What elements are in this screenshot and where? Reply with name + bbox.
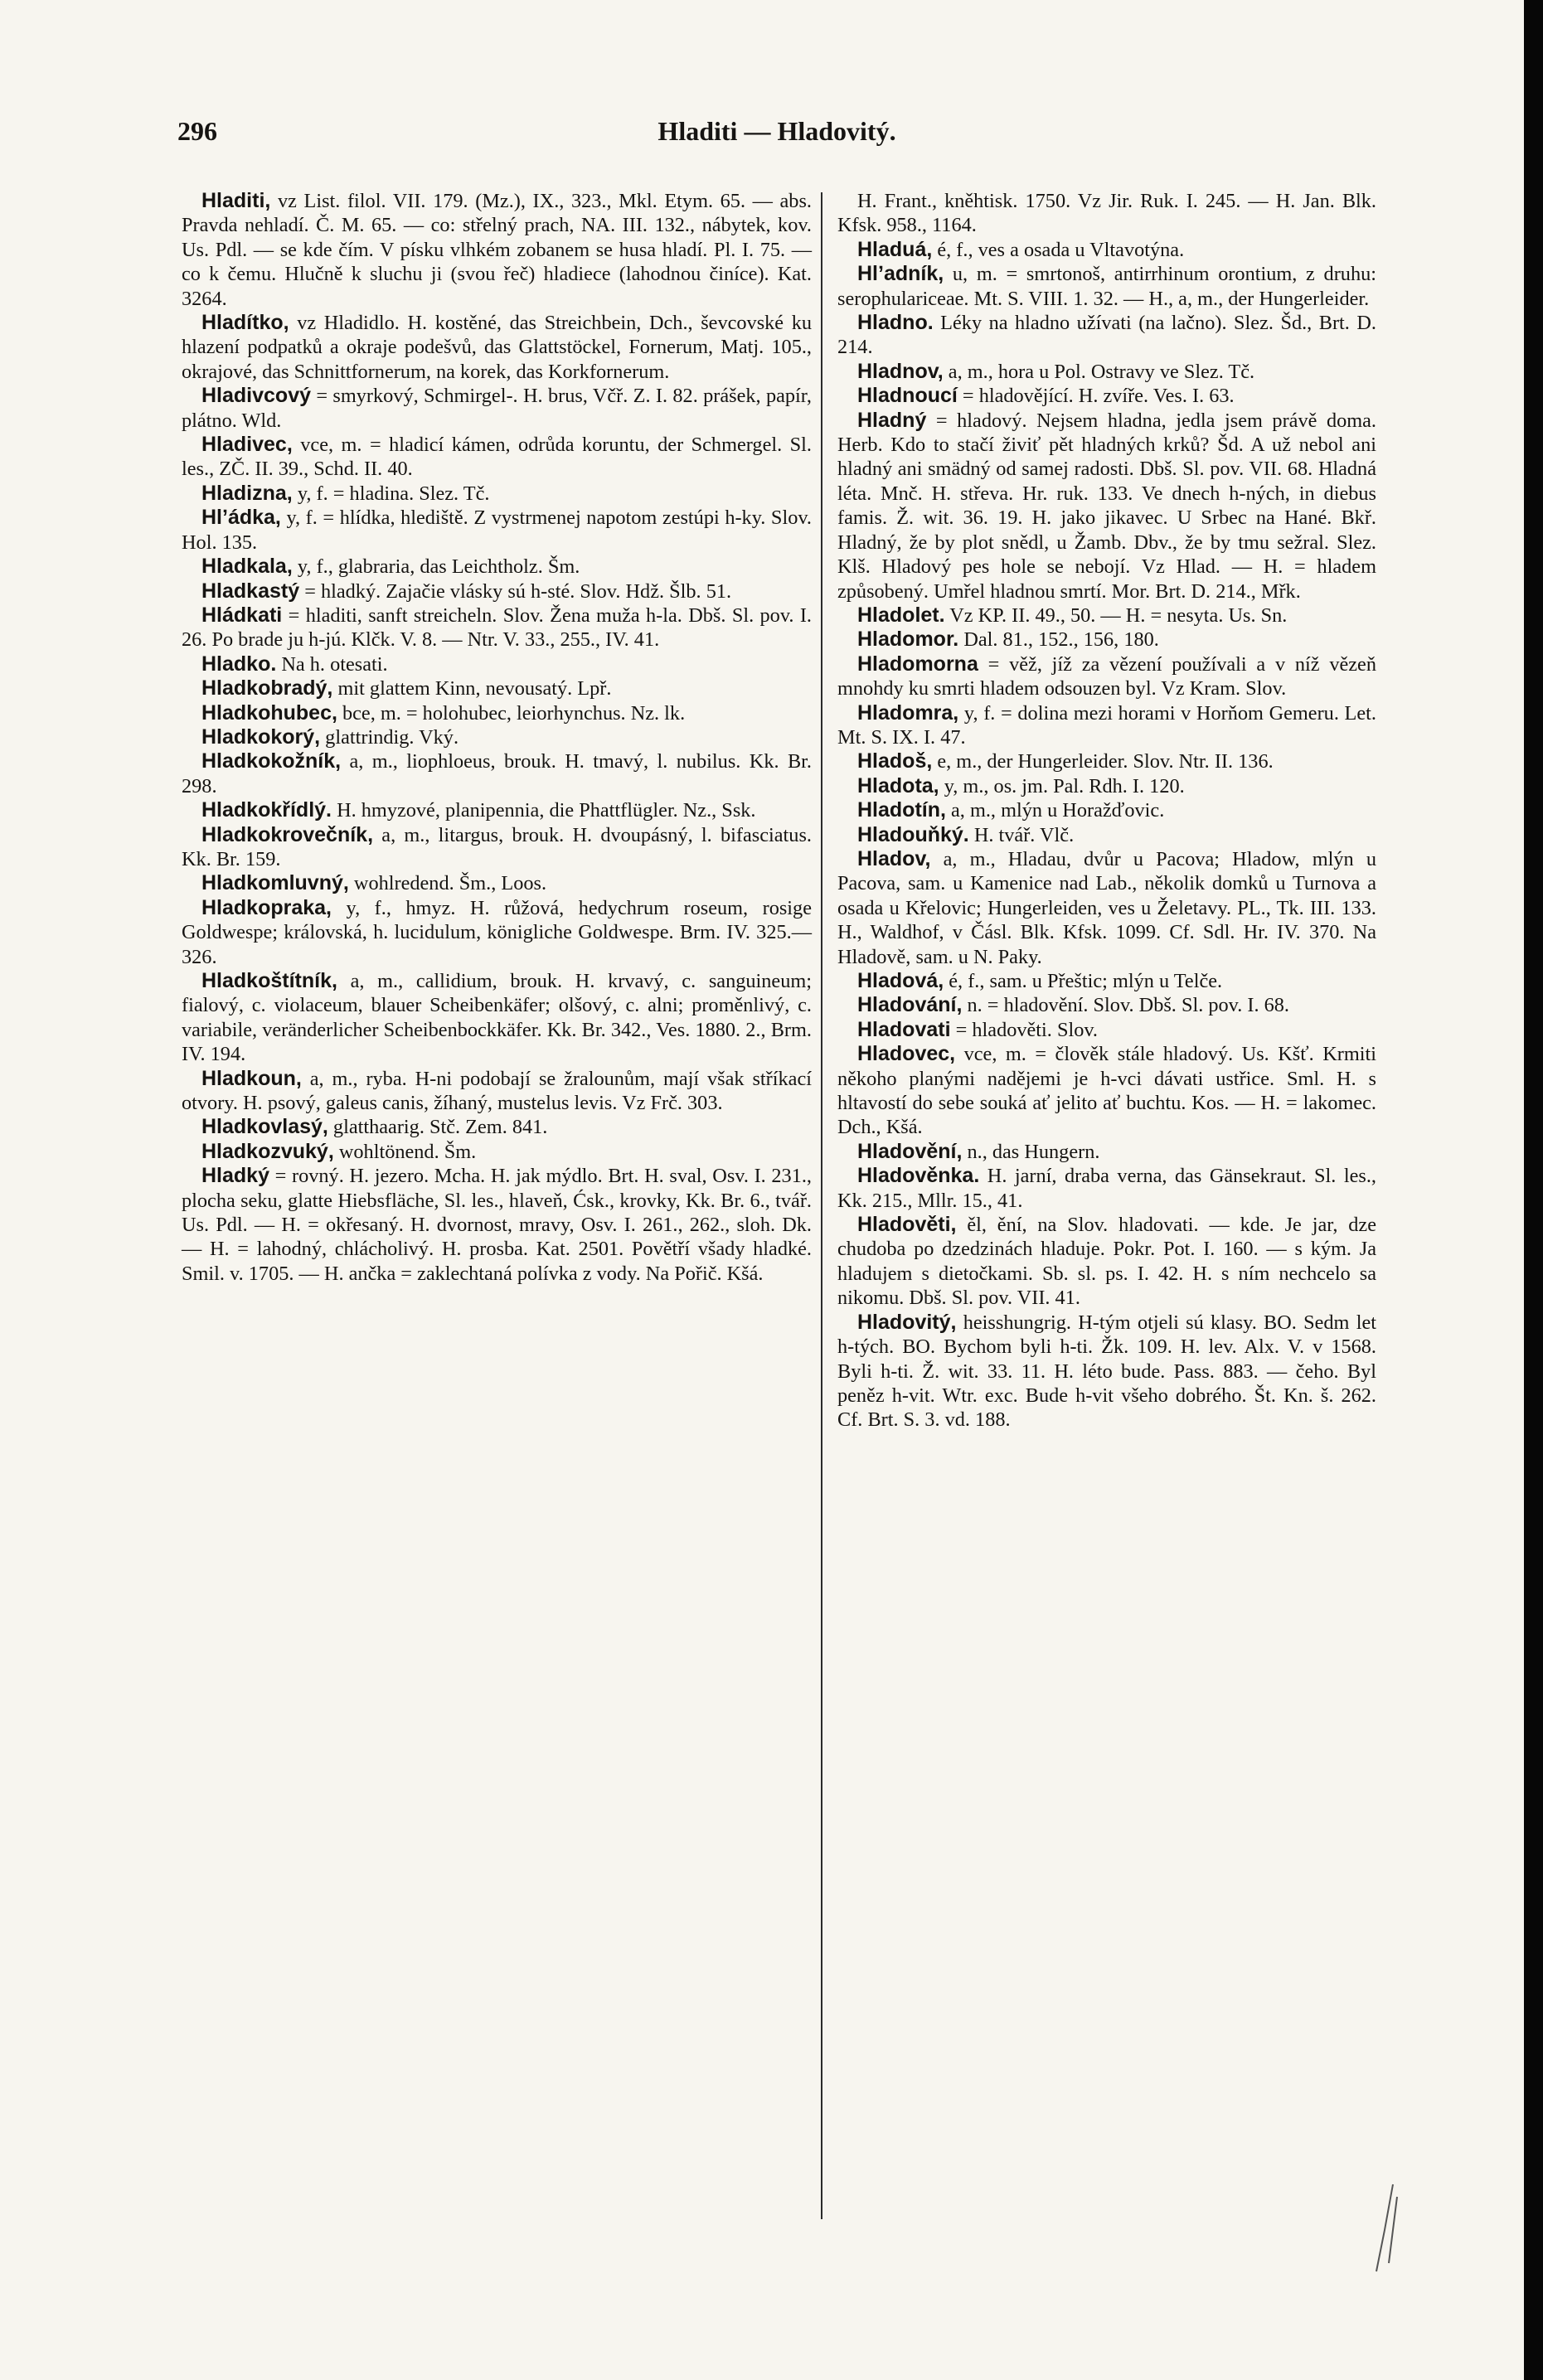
dictionary-entry (837, 1213, 1376, 1311)
dictionary-entry (837, 652, 1376, 701)
entry-headword: Hládkati (201, 603, 283, 627)
dictionary-entry (837, 1311, 1376, 1432)
dictionary-entry (182, 725, 812, 749)
entry-text: mit glattem Kinn, nevousatý. Lpř. (332, 677, 612, 700)
dictionary-entry (837, 993, 1376, 1017)
entry-text: y, m., os. jm. Pal. Rdh. I. 120. (939, 774, 1185, 797)
entry-headword: Hladkomluvný, (201, 871, 349, 895)
entry-text: Vz KP. II. 49., 50. — H. = nesyta. Us. Sn. (944, 603, 1288, 627)
dictionary-entry (182, 676, 812, 700)
entry-headword: Hladomor. (857, 628, 959, 652)
dictionary-entry (837, 360, 1376, 384)
entry-text: = smyrkový, Schmirgel-. H. brus, Včř. Z. I. 82. prášek, papír, plátno. Wld. (182, 385, 812, 432)
entry-text: vz Hladidlo. H. kostěné, das Streichbein, Dch., ševcovské ku hlazení podpatků a okraje podešvů, das Glattstöckel, Fornerum, Matj. 105., okrajové, das Schnittfornerum, na korek, das Korkfornerum. (182, 312, 812, 383)
entry-text: H. jarní, draba verna, das Gänsekraut. Sl. les., Kk. 215., Mllr. 15., 41. (837, 1165, 1376, 1212)
dictionary-entry (182, 603, 812, 652)
entry-text: vce, m. = člověk stále hladový. Us. Kšť. Krmiti někoho planými nadějemi je h-vci dávati ustřice. Sml. H. s hltavostí do sebe souká ať jelito ať buchtu. Kos. — H. = lakomec. Dch., Kšá. (837, 1043, 1376, 1139)
running-head: Hladiti — Hladovitý. (657, 116, 896, 146)
entry-headword: Hladovění, (857, 1139, 963, 1163)
dictionary-entry (837, 774, 1376, 798)
entry-text: a, m., hora u Pol. Ostravy ve Slez. Tč. (943, 360, 1255, 383)
dictionary-entry (837, 823, 1376, 847)
page-header (177, 116, 1376, 158)
entry-text: a, m., ryba. H-ni podobají se žralounům, mají však stříkací otvory. H. psový, galeus canis, žíhaný, mustelus levis. Vz Frč. 303. (182, 1067, 812, 1115)
dictionary-entry (837, 1018, 1376, 1042)
entry-headword: Hladnoucí (857, 384, 958, 408)
entry-headword: Hladkokrovečník, (201, 822, 374, 846)
entry-text: vce, m. = hladicí kámen, odrůda koruntu, der Schmergel. Sl. les., ZČ. II. 39., Schd. II. 40. (182, 434, 812, 481)
dictionary-entry (837, 798, 1376, 822)
entry-headword: Hladověti, (857, 1213, 957, 1237)
entry-headword: Hladová, (857, 969, 944, 992)
dictionary-entry (182, 749, 812, 798)
dictionary-entry (182, 823, 812, 872)
entry-text: ěl, ění, na Slov. hladovati. — kde. Je jar, dze chudoba po dzedzinách hladuje. Pokr. Pot. I. 160. — s kým. Ja hladujem s dietočkami. Sb. sl. ps. I. 42. H. s ním nechcelo sa nikomu. Dbš. Sl. pov. VII. 41. (837, 1214, 1376, 1310)
pencil-mark-icon (1360, 2180, 1410, 2280)
entry-text: é, f., ves a osada u Vltavotýna. (932, 238, 1185, 261)
entry-headword: Hladný (857, 408, 927, 432)
column-divider (821, 192, 822, 2219)
entry-text: wohlredend. Šm., Loos. (348, 872, 547, 895)
entry-headword: Hladkozvuký, (201, 1139, 334, 1163)
entry-text: n., das Hungern. (962, 1140, 1100, 1163)
entry-text: a, m., mlýn u Horažďovic. (945, 799, 1165, 822)
entry-text: a, m., liophloeus, brouk. H. tmavý, l. nubilus. Kk. Br. 298. (182, 750, 812, 797)
entry-headword: Hladnov, (857, 359, 944, 383)
entry-text: H. tvář. Vlč. (968, 823, 1075, 846)
entry-headword: Hlʼadník, (857, 262, 944, 286)
entry-text: = hladovějící. H. zvíře. Ves. I. 63. (957, 385, 1235, 408)
entry-headword: Hladítko, (201, 311, 289, 335)
dictionary-entry (837, 603, 1376, 628)
entry-text: y, f. = dolina mezi horami v Horňom Gemeru. Let. Mt. S. IX. I. 47. (837, 701, 1376, 749)
entry-headword: Hladkastý (201, 579, 300, 603)
scan-edge (1524, 0, 1543, 2380)
entry-headword: Hladoš, (857, 749, 933, 773)
dictionary-entry (837, 238, 1376, 262)
entry-text: y, f. = hlídka, hlediště. Z vystrmenej napotom zestúpi h-ky. Slov. Hol. 135. (182, 507, 812, 554)
entry-text: = rovný. H. jezero. Mcha. H. jak mýdlo. Brt. H. sval, Osv. I. 231., plocha seku, glatte Hiebsfläche, Sl. les., hlaveň, Ćsk., krovky, Kk. Br. 6., tvář. Us. Pdl. — H. = okřesaný. H. dvornost, mravy, Osv. I. 261., 262., sloh. Dk. — H. = lahodný, chlácholivý. H. prosba. Kat. 2501. Povětří všady hladké. Smil. v. 1705. — H. ančka = zaklechtaná polívka z vody. Na Pořič. Kšá. (182, 1165, 812, 1285)
entry-headword: Hlʼádka, (201, 506, 281, 530)
dictionary-entry (182, 798, 812, 822)
dictionary-entry (837, 628, 1376, 652)
dictionary-entry (837, 1140, 1376, 1164)
entry-text: Na h. otesati. (276, 652, 388, 676)
dictionary-entry (837, 262, 1376, 311)
dictionary-entry (837, 847, 1376, 969)
entry-text: u, m. = smrtonoš, antirrhinum orontium, z druhu: serophulariceae. Mt. S. VIII. 1. 32. — H., a, m., der Hungerleider. (837, 263, 1376, 310)
entry-headword: Hladkokorý, (201, 725, 321, 749)
entry-headword: Hladkohubec, (201, 700, 337, 725)
entry-headword: Hladkovlasý, (201, 1115, 328, 1139)
entry-headword: Hladkoštítník, (201, 969, 337, 992)
dictionary-entry (182, 1140, 812, 1164)
entry-text: e, m., der Hungerleider. Slov. Ntr. II. 136. (932, 750, 1274, 773)
entry-headword: Hladouňký. (857, 822, 969, 846)
dictionary-entry (182, 1115, 812, 1139)
entry-headword: Hladizna, (201, 481, 293, 505)
entry-headword: Hladověnka. (857, 1164, 980, 1188)
dictionary-entry (182, 652, 812, 676)
dictionary-entry (182, 871, 812, 895)
entry-headword: Hladkobradý, (201, 676, 333, 700)
dictionary-entry (182, 969, 812, 1067)
entry-text: = hladověti. Slov. (950, 1018, 1099, 1041)
entry-headword: Hladkala, (201, 555, 293, 579)
entry-text: y, f., glabraria, das Leichtholz. Šm. (292, 555, 580, 579)
dictionary-entry (182, 896, 812, 969)
entry-headword: Hladiti, (201, 189, 271, 212)
dictionary-entry (837, 384, 1376, 408)
entry-text: Dal. 81., 152., 156, 180. (958, 628, 1159, 652)
dictionary-entry (837, 1164, 1376, 1213)
entry-headword: Hladov, (857, 846, 931, 870)
entry-headword: Hladotín, (857, 798, 946, 822)
entry-text: bce, m. = holohubec, leiorhynchus. Nz. lk. (337, 701, 686, 725)
entry-text: vz List. filol. VII. 179. (Mz.), IX., 323., Mkl. Etym. 65. — abs. Pravda nehladí. Č. M. 65. — co: střelný prach, NA. III. 132., nábytek, kov. Us. Pdl. — se kde čím. V písku vlhkém zobanem se husa hladí. Pl. I. 75. — co k čemu. Hlučně k sluchu ji (svou řeč) hladiece (lahodnou činíce). Kat. 3264. (182, 190, 812, 310)
entry-text: é, f., sam. u Přeštic; mlýn u Telče. (944, 970, 1223, 992)
dictionary-entry (182, 1164, 812, 1286)
entry-text: = věž, jíž za vězení používali a v níž vězeň mnohdy ku smrti hladem odsouzen byl. Vz Kram. Slov. (837, 652, 1376, 700)
entry-text: heisshungrig. H-tým otjeli sú klasy. BO. Sedm let h-tých. BO. Bychom byli h-ti. Žk. 109. H. lev. Alx. V. v 1568. Byli h-ti. Ž. wit. 33. 11. H. léto bude. Pass. 883. — čeho. Byl peněz h-vit. Wtr. exc. Bude h-vit všeho dobrého. Št. Kn. š. 262. Cf. Brt. S. 3. vd. 188. (837, 1311, 1376, 1432)
dictionary-entry (182, 189, 812, 311)
entry-text: glatthaarig. Stč. Zem. 841. (328, 1116, 548, 1139)
entry-text: n. = hladovění. Slov. Dbš. Sl. pov. I. 68. (962, 994, 1289, 1017)
entry-headword: Hladování, (857, 993, 963, 1017)
entry-text: H. Frant., kněhtisk. 1750. Vz Jir. Ruk. I. 245. — H. Jan. Blk. Kfsk. 958., 1164. (837, 190, 1376, 237)
dictionary-entry (837, 1042, 1376, 1140)
dictionary-entry (182, 555, 812, 579)
entry-headword: Hladuá, (857, 237, 933, 261)
entry-text: = hladiti, sanft streicheln. Slov. Žena muža h-la. Dbš. Sl. pov. I. 26. Po brade ju h-jú. Klčk. V. 8. — Ntr. V. 33., 255., IV. 41. (182, 603, 812, 652)
entry-headword: Hladomra, (857, 700, 959, 725)
entry-headword: Hladkokožník, (201, 749, 342, 773)
entry-headword: Hladovati (857, 1017, 951, 1041)
entry-text: = hladký. Zajačie vlásky sú h-sté. Slov. Hdž. Šlb. 51. (299, 579, 732, 603)
dictionary-entry (182, 311, 812, 384)
dictionary-entry (837, 311, 1376, 360)
entry-headword: Hladivcový (201, 384, 312, 408)
dictionary-entry (182, 433, 812, 482)
dictionary-entry (182, 701, 812, 725)
entry-headword: Hladký (201, 1164, 269, 1188)
entry-text: wohltönend. Šm. (333, 1140, 477, 1163)
dictionary-entry (182, 482, 812, 506)
entry-headword: Hladovitý, (857, 1310, 957, 1334)
right-column (837, 189, 1376, 1432)
entry-headword: Hladivec, (201, 433, 293, 457)
page-number: 296 (177, 116, 217, 146)
entry-headword: Hladkoun, (201, 1066, 302, 1090)
entry-text: glattrindig. Vký. (320, 725, 459, 749)
dictionary-entry (837, 701, 1376, 750)
left-column (182, 189, 812, 1286)
dictionary-entry (182, 579, 812, 603)
entry-headword: Hladko. (201, 652, 277, 676)
entry-headword: Hladomorna (857, 652, 978, 676)
dictionary-entry (837, 189, 1376, 238)
entry-headword: Hladolet. (857, 603, 945, 627)
dictionary-entry (837, 409, 1376, 603)
entry-text: Léky na hladno užívati (na lačno). Slez. Šd., Brt. D. 214. (837, 312, 1376, 359)
dictionary-entry (837, 749, 1376, 773)
entry-headword: Hladkopraka, (201, 895, 332, 919)
entry-text: y, f. = hladina. Slez. Tč. (292, 482, 490, 505)
entry-text: a, m., litargus, brouk. H. dvoupásný, l. bifasciatus. Kk. Br. 159. (182, 823, 812, 870)
entry-headword: Hladota, (857, 773, 939, 797)
entry-headword: Hladovec, (857, 1042, 956, 1066)
entry-headword: Hladkokřídlý. (201, 798, 332, 822)
entry-text: a, m., callidium, brouk. H. krvavý, c. sanguineum; fialový, c. violaceum, blauer Scheibenkäfer; olšový, c. alni; proměnlivý, c. variabile, veränderlicher Scheibenbockkäfer. Kk. Br. 342., Ves. 1880. 2., Brm. IV. 194. (182, 970, 812, 1066)
dictionary-entry (182, 384, 812, 433)
entry-text: H. hmyzové, planipennia, die Phattflügler. Nz., Ssk. (332, 799, 756, 822)
entry-headword: Hladno. (857, 311, 934, 335)
dictionary-entry (182, 1067, 812, 1116)
dictionary-entry (837, 969, 1376, 993)
dictionary-entry (182, 506, 812, 555)
entry-text: = hladový. Nejsem hladna, jedla jsem právě doma. Herb. Kdo to stačí živiť pět hladných krků? Šd. A už nebol ani hladný ani smädný od samej radosti. Dbš. Sl. pov. VII. 68. Hladná léta. Mnč. H. střeva. Hr. ruk. 133. Ve dnech h-ných, in diebus famis. Ž. wit. 36. 19. H. jako jikavec. U Srbec na Hané. Bkř. Hladný, že by plot snědl, u Žamb. Dbv., že by tmu sežral. Slez. Klš. Hladový pes hole se nebojí. Vz Hlad. — H. = hladem způsobený. Umřel hladnou smrtí. Mor. Brt. D. 214., Mřk. (837, 409, 1376, 603)
entry-text: y, f., hmyz. H. růžová, hedychrum roseum, rosige Goldwespe; královská, h. lucidulum, königliche Goldwespe. Brm. IV. 325.—326. (182, 896, 812, 968)
entry-text: a, m., Hladau, dvůr u Pacova; Hladow, mlýn u Pacova, sam. u Kamenice nad Lab., několik domků u Turnova a osada u Křelovic; Hungerleiden, ves u Želetavy. PL., Tk. III. 133. H., Waldhof, v Čásl. Blk. Kfsk. 1099. Cf. Sdl. Hr. IV. 370. Na Hladově, sam. u N. Paky. (837, 847, 1376, 968)
